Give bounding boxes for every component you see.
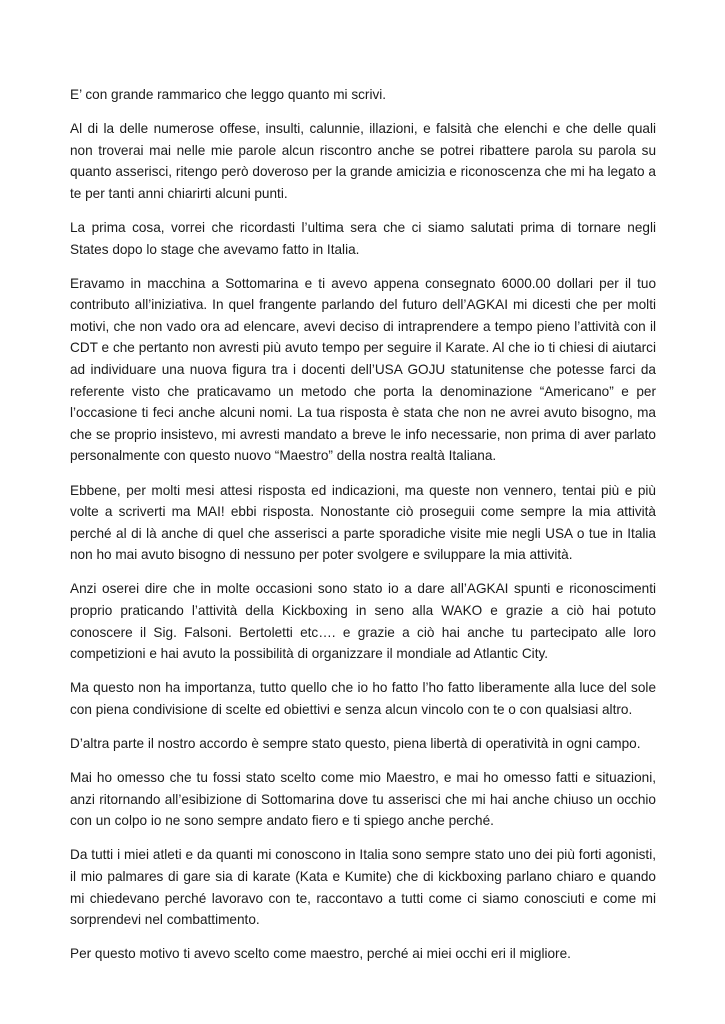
paragraph-4: Eravamo in macchina a Sottomarina e ti avevo appena consegnato 6000.00 dollari per il tuo contributo all’iniziativa. In quel frangente parlando del futuro dell’AGKAI mi dicesti che per molti motivi, che non vado ora ad elencare, avevi deciso di intraprendere a tempo pieno l’attività con il CDT e che pertanto non avresti più avuto tempo per seguire il Karate. Al che io ti chiesi di aiutarci ad individuare una nuova figura tra i docenti dell’USA GOJU statunitense che potesse farci da referente visto che praticavamo un metodo che porta la denominazione “Americano” e per l’occasione ti feci anche alcuni nomi. La tua risposta è stata che non ne avrei avuto bisogno, ma che se proprio insistevo, mi avresti mandato a breve le info necessarie, non prima di aver parlato personalmente con questo nuovo “Maestro” della nostra realtà Italiana. [70, 275, 656, 464]
paragraph-7: Ma questo non ha importanza, tutto quello che io ho fatto l’ho fatto liberamente alla luce del sole con piena condivisione di scelte ed obiettivi e senza alcun vincolo con te o con qualsiasi altro. [70, 680, 656, 717]
paragraph-1: E’ con grande rammarico che leggo quanto mi scrivi. [70, 87, 387, 102]
paragraph-9: Mai ho omesso che tu fossi stato scelto come mio Maestro, e mai ho omesso fatti e situazioni, anzi ritornando all’esibizione di Sottomarina dove tu asserisci che mi hai anche chiuso un occhio con un colpo io ne sono sempre andato fiero e ti spiego anche perché. [70, 770, 656, 829]
paragraph-3: La prima cosa, vorrei che ricordasti l’ultima sera che ci siamo salutati prima di tornare negli States dopo lo stage che avevamo fatto in Italia. [70, 219, 656, 257]
paragraph-2: Al di la delle numerose offese, insulti, calunnie, illazioni, e falsità che elenchi e che delle quali non troverai mai nelle mie parole alcun riscontro anche se potrei ribattere parola su parola su quanto asserisci, ritengo però doveroso per la grande amicizia e riconoscenza che mi ha legato a te per tanti anni chiarirti alcuni punti. [70, 121, 656, 201]
paragraph-11: Per questo motivo ti avevo scelto come maestro, perché ai miei occhi eri il migliore. [70, 946, 571, 962]
paragraph-6: Anzi oserei dire che in molte occasioni sono stato io a dare all’AGKAI spunti e riconoscimenti proprio praticando l’attività della Kickboxing in seno alla WAKO e grazie a ciò hai potuto conoscere il Sig. Falsoni. Bertoletti etc…. e grazie a ciò hai anche tu partecipato alle loro competizioni e hai avuto la possibilità di organizzare il mondiale ad Atlantic City. [70, 581, 656, 662]
paragraph-8: D’altra parte il nostro accordo è sempre stato questo, piena libertà di operatività in ogni campo. [70, 735, 641, 751]
letter-body [70, 84, 656, 977]
paragraph-10: Da tutti i miei atleti e da quanti mi conoscono in Italia sono sempre stato uno dei più forti agonisti, il mio palmares di gare sia di karate (Kata e Kumite) che di kickboxing parlano chiaro e quando mi chiedevano perché lavoravo con te, raccontavo a tutti come ci siamo conosciuti e come mi sorprendevi nel combattimento. [70, 847, 656, 928]
paragraph-5: Ebbene, per molti mesi attesi risposta ed indicazioni, ma queste non vennero, tentai più e più volte a scriverti ma MAI! ebbi risposta. Nonostante ciò proseguii come sempre la mia attività perché al di là anche di quel che asserisci a parte sporadiche visite mie negli USA o tue in Italia non ho mai avuto bisogno di nessuno per poter svolgere e sviluppare la mia attività. [70, 482, 656, 563]
